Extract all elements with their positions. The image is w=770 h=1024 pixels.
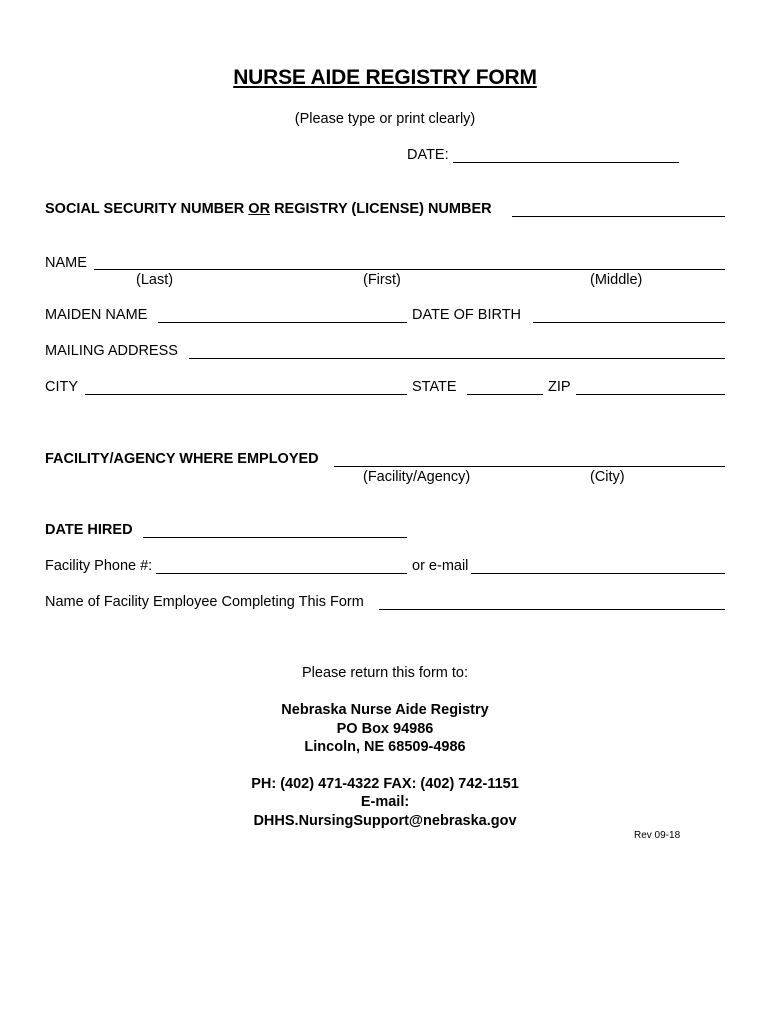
facility-label: FACILITY/AGENCY WHERE EMPLOYED xyxy=(45,451,319,467)
name-label: NAME xyxy=(45,255,87,271)
return-intro: Please return this form to: xyxy=(301,665,468,681)
state-field[interactable] xyxy=(467,394,543,395)
facility-email-label: or e-mail xyxy=(412,558,469,574)
registry-email-label: E-mail: xyxy=(360,794,410,810)
dob-label: DATE OF BIRTH xyxy=(412,307,522,323)
facility-phone-label: Facility Phone #: xyxy=(45,558,153,574)
registry-org-name: Nebraska Nurse Aide Registry xyxy=(281,702,489,718)
dob-field[interactable] xyxy=(533,322,725,323)
name-last-caption: (Last) xyxy=(136,272,174,288)
registry-email[interactable]: DHHS.NursingSupport@nebraska.gov xyxy=(253,813,517,829)
name-first-caption: (First) xyxy=(363,272,401,288)
facility-field[interactable] xyxy=(334,466,725,467)
date-hired-label: DATE HIRED xyxy=(45,522,133,538)
ssn-field[interactable] xyxy=(512,216,725,217)
mailing-address-field[interactable] xyxy=(189,358,725,359)
ssn-label: SOCIAL SECURITY NUMBER OR REGISTRY (LICENSE) NUMBER xyxy=(45,201,492,217)
city-label: CITY xyxy=(45,379,79,395)
maiden-name-field[interactable] xyxy=(158,322,407,323)
facility-agency-caption: (Facility/Agency) xyxy=(363,469,471,485)
registry-phone-fax: PH: (402) 471-4322 FAX: (402) 742-1151 xyxy=(251,776,519,792)
maiden-name-label: MAIDEN NAME xyxy=(45,307,148,323)
date-field[interactable] xyxy=(453,162,679,163)
form-title: NURSE AIDE REGISTRY FORM xyxy=(233,66,537,89)
date-label: DATE: xyxy=(407,147,449,163)
facility-city-caption: (City) xyxy=(590,469,625,485)
registry-city-line: Lincoln, NE 68509-4986 xyxy=(304,739,466,755)
facility-phone-field[interactable] xyxy=(156,573,407,574)
state-label: STATE xyxy=(412,379,457,395)
date-hired-field[interactable] xyxy=(143,537,407,538)
city-field[interactable] xyxy=(85,394,407,395)
registry-po-box: PO Box 94986 xyxy=(336,721,434,737)
revision-label: Rev 09-18 xyxy=(634,830,681,841)
form-subtitle: (Please type or print clearly) xyxy=(294,111,476,127)
employee-name-field[interactable] xyxy=(379,609,725,610)
zip-label: ZIP xyxy=(548,379,571,395)
zip-field[interactable] xyxy=(576,394,725,395)
facility-email-field[interactable] xyxy=(471,573,725,574)
mailing-address-label: MAILING ADDRESS xyxy=(45,343,178,359)
employee-name-label: Name of Facility Employee Completing This Form xyxy=(45,594,364,610)
name-middle-caption: (Middle) xyxy=(590,272,643,288)
name-field[interactable] xyxy=(94,269,725,270)
